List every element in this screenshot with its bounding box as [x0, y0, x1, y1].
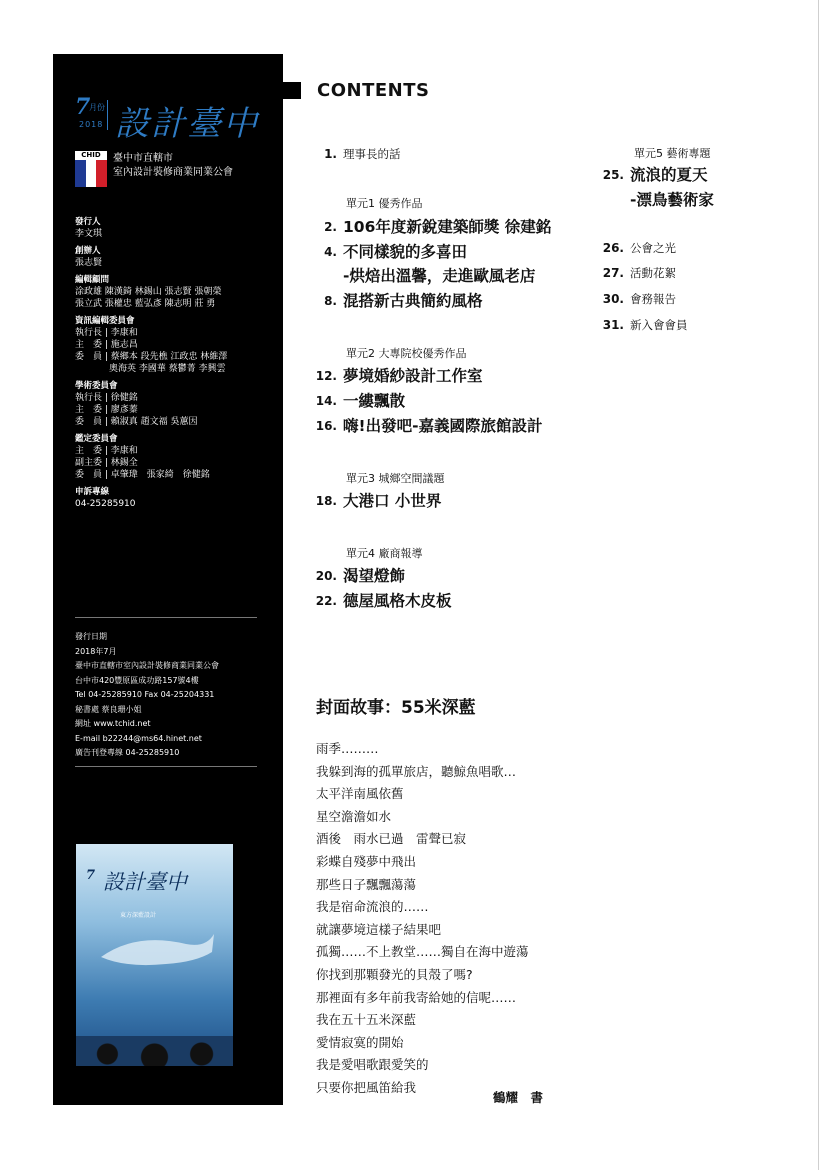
- toc-title: 德屋風格木皮板: [343, 592, 452, 610]
- toc-entry: [313, 489, 593, 513]
- pubinfo-line: 網址 www.tchid.net: [75, 719, 151, 728]
- credit-line: 主 委 | 施志昌: [75, 340, 138, 350]
- toc-title: 新入會會員: [630, 318, 688, 332]
- credit-line: 涂政雄 陳漢錡 林錫山 張志賢 張朝榮: [75, 287, 222, 297]
- pubinfo-line: 發行日期: [75, 632, 107, 641]
- toc-entry: [313, 564, 593, 588]
- toc-entry: [313, 589, 593, 613]
- toc-title: 一縷飄散: [343, 392, 406, 410]
- toc-title: 混搭新古典簡約風格: [343, 292, 483, 310]
- credit-heading: 編輯顧問: [75, 275, 110, 285]
- toc-title: 夢境婚紗設計工作室: [343, 367, 483, 385]
- toc-right-column: [600, 0, 815, 340]
- editorial-credits: [75, 216, 227, 510]
- toc-page-number: 4.: [324, 245, 337, 259]
- toc-page-number: 2.: [324, 220, 337, 234]
- credit-heading: 創辦人: [75, 246, 101, 256]
- toc-page-number: 14.: [315, 394, 337, 408]
- logo-divider: [107, 100, 108, 130]
- pubinfo-line: 台中市420豐原區成功路157號4樓: [75, 675, 199, 685]
- toc-entry: [600, 291, 815, 315]
- section-heading: 單元2 大專院校優秀作品: [346, 347, 467, 360]
- masthead-panel: [53, 54, 283, 1105]
- toc-page-number: 22.: [315, 594, 337, 608]
- divider-rule: [75, 617, 257, 618]
- pubinfo-line: 秘書處 蔡良珊小姐: [75, 704, 142, 714]
- magazine-logo: [75, 94, 275, 144]
- poem-line: 星空澹澹如水: [316, 808, 392, 824]
- credit-line: 張立武 張權忠 藍弘彥 陳志明 莊 勇: [75, 299, 216, 309]
- credit-line: 執行長 | 徐健銘: [75, 393, 138, 403]
- credit-line: 主 委 | 李康和: [75, 446, 138, 456]
- toc-title: 活動花絮: [630, 266, 676, 280]
- toc-title: 理事長的話: [343, 147, 401, 161]
- credit-line: 委 員 | 卓肇瑋 張家綺 徐健銘: [75, 470, 210, 480]
- association-line-1: 臺中市直轄市: [113, 153, 173, 164]
- poem-line: 我躲到海的孤單旅店，聽鯨魚唱歌…: [316, 763, 517, 779]
- credit-line: 04-25285910: [75, 499, 136, 509]
- cover-thumbnail: [76, 844, 233, 1066]
- logo-title: 設計臺中: [115, 104, 259, 144]
- toc-title: 會務報告: [630, 292, 676, 306]
- pubinfo-line: Tel 04-25285910 Fax 04-25204331: [75, 690, 215, 699]
- page-edge-rule: [818, 0, 819, 1170]
- poem-line: 酒後 雨水已過 雷聲已寂: [316, 831, 467, 847]
- credit-heading: 發行人: [75, 217, 101, 227]
- poem-signature: 鶴耀 書: [493, 1090, 544, 1105]
- toc-entry: [313, 264, 593, 288]
- toc-entry: [600, 265, 815, 289]
- credit-line: 張志賢: [75, 258, 103, 268]
- toc-entry: [313, 414, 593, 438]
- chid-label: CHID: [75, 151, 107, 160]
- toc-entry: [313, 389, 593, 413]
- toc-page-number: 12.: [315, 369, 337, 383]
- logo-year: 2018: [79, 120, 104, 129]
- toc-entry: [313, 146, 593, 170]
- toc-page-number: 20.: [315, 569, 337, 583]
- credit-line: 奧海英 李國華 蔡鬱菁 李興雲: [109, 364, 226, 374]
- toc-entry: [600, 163, 815, 187]
- toc-page-number: 8.: [324, 294, 337, 308]
- divider-rule: [75, 766, 257, 767]
- toc-entry: [313, 364, 593, 388]
- poem-line: 雨季………: [316, 741, 379, 756]
- toc-page-number: 25.: [602, 168, 624, 182]
- section-heading: 單元4 廠商報導: [346, 547, 423, 560]
- toc-page-number: 18.: [315, 494, 337, 508]
- credit-line: 執行長 | 李康和: [75, 328, 138, 338]
- cover-story-poem: [316, 738, 529, 1100]
- poem-line: 太平洋南風依舊: [316, 786, 404, 802]
- cover-month-number: 7: [86, 868, 96, 883]
- toc-entry: [600, 188, 815, 212]
- toc-title: -烘焙出溫馨，走進歐風老店: [343, 267, 536, 285]
- toc-title: 流浪的夏天: [630, 166, 708, 184]
- poem-line: 我是愛唱歌跟愛笑的: [316, 1057, 429, 1073]
- poem-line: 孤獨……不上教堂……獨自在海中遊蕩: [316, 944, 529, 960]
- poem-line: 那裡面有多年前我寄給她的信呢……: [316, 989, 517, 1005]
- toc-entry: [313, 215, 593, 239]
- contents-title: CONTENTS: [317, 80, 430, 101]
- credit-line: 副主委 | 林錫全: [75, 458, 138, 468]
- section-heading: 單元1 優秀作品: [346, 197, 423, 210]
- credit-heading: 學術委員會: [75, 381, 118, 391]
- toc-title: 106年度新銳建築師獎 徐建銘: [343, 218, 552, 236]
- toc-page-number: 16.: [315, 419, 337, 433]
- pubinfo-line: 臺中市直轄市室內設計裝修商業同業公會: [75, 661, 219, 670]
- credit-heading: 資訊編輯委員會: [75, 316, 135, 326]
- section-heading: 單元5 藝術專題: [634, 147, 711, 160]
- section-heading: 單元3 城鄉空間議題: [346, 472, 445, 485]
- toc-title: 公會之光: [630, 241, 676, 255]
- poem-line: 只要你把風笛給我: [316, 1079, 417, 1095]
- pubinfo-line: E-mail b22244@ms64.hinet.net: [75, 733, 202, 743]
- toc-entry: [600, 317, 815, 341]
- toc-entry: [313, 240, 593, 264]
- cover-title: 設計臺中: [103, 870, 187, 894]
- pubinfo-line: 廣告刊登專線 04-25285910: [75, 748, 180, 757]
- cover-subtitle: 東方深藍設計: [120, 912, 157, 919]
- toc-title: 嗨!出發吧-嘉義國際旅館設計: [343, 417, 543, 435]
- poem-line: 那些日子飄飄蕩蕩: [316, 876, 417, 892]
- toc-page-number: 31.: [602, 318, 624, 332]
- toc-title: 大港口 小世界: [343, 492, 442, 510]
- poem-line: 你找到那顆發光的貝殼了嗎?: [316, 966, 473, 982]
- pubinfo-line: 2018年7月: [75, 646, 117, 656]
- credit-line: 委 員 | 賴淑真 趙文福 吳蕙因: [75, 417, 198, 427]
- logo-month-suffix: 月份: [89, 103, 105, 112]
- toc-title: -漂鳥藝術家: [630, 191, 714, 209]
- toc-entry: [600, 240, 815, 264]
- credit-line: 主 委 | 廖彥蓁: [75, 405, 138, 415]
- poem-line: 彩蝶自殘夢中飛出: [316, 853, 417, 869]
- chid-flag-logo: [75, 151, 107, 187]
- credit-line: 李文琪: [75, 229, 103, 239]
- toc-page-number: 30.: [602, 292, 624, 306]
- logo-month-number: 7: [75, 94, 91, 120]
- flag-icon: [75, 160, 107, 187]
- association-name: [113, 152, 233, 180]
- toc-title: 不同樣貌的多喜田: [343, 243, 468, 261]
- credit-heading: 鑑定委員會: [75, 434, 118, 444]
- toc-title: 渴望燈飾: [343, 567, 406, 585]
- poem-line: 我是宿命流浪的……: [316, 899, 429, 915]
- poem-line: 我在五十五米深藍: [316, 1012, 417, 1028]
- toc-page-number: 26.: [602, 241, 624, 255]
- association-line-2: 室內設計裝修商業同業公會: [113, 167, 233, 178]
- whale-illustration: [96, 922, 216, 972]
- poem-line: 愛情寂寞的開始: [316, 1034, 404, 1050]
- toc-page-number: 1.: [324, 147, 337, 161]
- cover-story-title: 封面故事：55米深藍: [316, 698, 476, 718]
- contents-marker: [283, 82, 301, 99]
- cover-rocks: [76, 1036, 233, 1066]
- toc-entry: [313, 289, 593, 313]
- publication-info: [75, 630, 219, 761]
- toc-page-number: 27.: [602, 266, 624, 280]
- credit-line: 委 員 | 蔡鄉本 段先樵 江政忠 林維澤: [75, 352, 228, 362]
- toc-left-column: [313, 0, 593, 620]
- poem-line: 就讓夢境這樣子結果吧: [316, 921, 442, 937]
- credit-heading: 申訴專線: [75, 487, 110, 497]
